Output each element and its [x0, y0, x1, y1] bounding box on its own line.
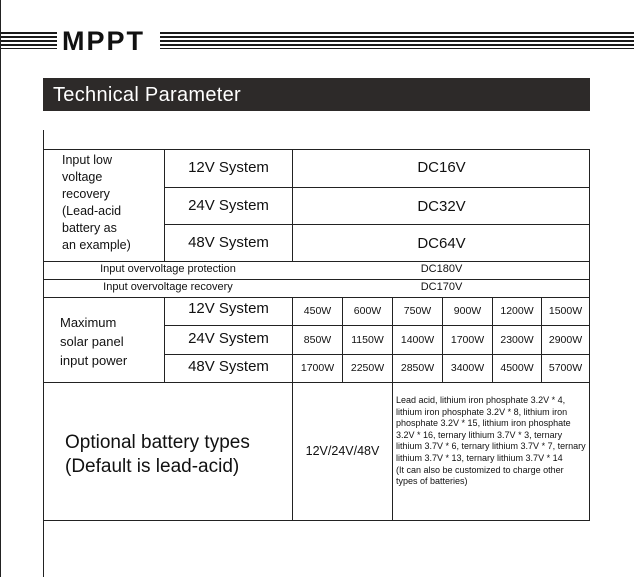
- low-voltage-recovery-label: Input low voltage recovery (Lead-acid battery as an example): [62, 153, 131, 252]
- overvoltage-recovery-label: Input overvoltage recovery: [103, 281, 233, 293]
- power-value-cell: 2900W: [548, 334, 583, 346]
- page-left-rule: [0, 0, 1, 577]
- system-label: 12V System: [188, 300, 269, 317]
- solar-power-label: Maximum solar panel input power: [60, 315, 128, 368]
- overvoltage-protection-label: Input overvoltage protection: [100, 263, 236, 275]
- grid-line: [164, 354, 590, 355]
- power-value-cell: 5700W: [548, 362, 583, 374]
- grid-line: [164, 325, 590, 326]
- system-label: 12V System: [188, 159, 269, 176]
- power-value-cell: 850W: [303, 334, 332, 346]
- battery-types-description: Lead acid, lithium iron phosphate 3.2V * 4, lithium iron phosphate 3.2V * 8, lithium iron phosphate 3.2V * 15, lithium iron phosphate 3.2V * 16, ternary lithium 3.7V * 3, ternary lithium 3.7V * 6, ternary lithium 3.7V * 7, ternary lithium 3.7V * 13, ternary lithium 3.7V * 14 (It can also be customized to charge other types of batteries): [396, 395, 586, 487]
- grid-line: [392, 297, 393, 521]
- section-title: Technical Parameter: [53, 84, 242, 106]
- battery-types-label: Optional battery types (Default is lead-acid): [65, 432, 250, 477]
- system-label: 48V System: [188, 358, 269, 375]
- overvoltage-recovery-value: DC170V: [420, 281, 463, 293]
- grid-line: [43, 382, 590, 383]
- overvoltage-protection-value: DC180V: [420, 263, 463, 275]
- power-value-cell: 1700W: [450, 334, 485, 346]
- power-value-cell: 1500W: [548, 305, 583, 317]
- grid-line: [43, 261, 590, 262]
- header-stripes-right: [160, 32, 634, 49]
- recovery-value: DC16V: [417, 159, 466, 176]
- brand-title: MPPT: [62, 26, 146, 56]
- system-label: 48V System: [188, 234, 269, 251]
- power-value-cell: 2300W: [500, 334, 534, 346]
- grid-line: [164, 224, 590, 225]
- power-value-cell: 900W: [453, 305, 482, 317]
- power-value-cell: 3400W: [450, 362, 485, 374]
- power-value-cell: 4500W: [500, 362, 534, 374]
- power-value-cell: 450W: [303, 305, 332, 317]
- system-label: 24V System: [188, 330, 269, 347]
- grid-line: [43, 520, 590, 521]
- grid-line: [43, 279, 590, 280]
- system-label: 24V System: [188, 197, 269, 214]
- power-value-cell: 1200W: [500, 305, 534, 317]
- power-value-cell: 1700W: [300, 362, 335, 374]
- grid-line: [292, 297, 293, 521]
- power-value-cell: 2250W: [350, 362, 385, 374]
- grid-line: [164, 187, 590, 188]
- power-value-cell: 2850W: [400, 362, 435, 374]
- grid-line: [43, 149, 590, 150]
- power-value-cell: 600W: [353, 305, 382, 317]
- content-left-rule: [43, 130, 44, 577]
- recovery-value: DC64V: [417, 235, 466, 252]
- header-stripes-left: [0, 32, 57, 49]
- battery-system-voltage: 12V/24V/48V: [305, 444, 380, 458]
- power-value-cell: 1150W: [351, 334, 384, 346]
- grid-line: [43, 297, 590, 298]
- power-value-cell: 750W: [403, 305, 432, 317]
- recovery-value: DC32V: [417, 198, 466, 215]
- power-value-cell: 1400W: [400, 334, 435, 346]
